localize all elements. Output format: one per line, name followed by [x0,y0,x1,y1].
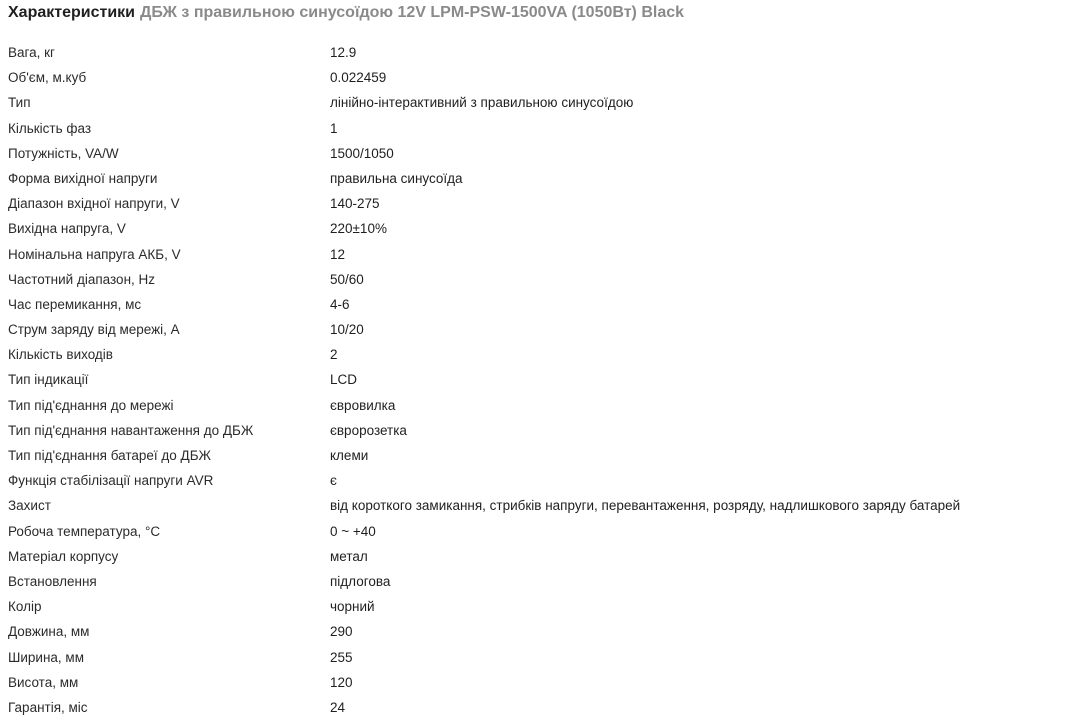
spec-value: є [330,473,337,489]
spec-label: Висота, мм [8,674,79,690]
specs-table [8,40,1077,720]
spec-value: 120 [330,674,353,690]
spec-row [8,166,1077,191]
spec-row [8,40,1077,65]
spec-row [8,292,1077,317]
spec-value: 220±10% [330,221,387,237]
spec-value: метал [330,548,368,564]
spec-value: 50/60 [330,271,364,287]
spec-value: 290 [330,624,353,640]
spec-label: Робоча температура, °С [8,523,161,539]
spec-label: Вага, кг [8,45,55,60]
spec-label: Встановлення [8,573,97,589]
product-name: ДБЖ з правильною синусоїдою 12V LPM-PSW-1500VA (1050Вт) Black [140,4,685,21]
spec-label: Кількість виходів [8,347,113,363]
spec-value: 0.022459 [330,70,387,86]
spec-row [8,141,1077,166]
spec-row [8,90,1077,115]
spec-value: 0 ~ +40 [330,523,376,539]
spec-value: 255 [330,649,353,665]
spec-row [8,317,1077,342]
spec-row [8,418,1077,443]
spec-label: Матеріал корпусу [8,548,119,564]
spec-label: Об'єм, м.куб [8,70,87,86]
spec-label: Захист [8,498,51,514]
spec-row [8,191,1077,216]
spec-value: 4-6 [330,296,350,312]
spec-value: 12 [330,246,346,262]
spec-row [8,443,1077,468]
spec-row [8,342,1077,367]
spec-value: євророзетка [330,422,407,438]
spec-value: 24 [330,699,346,715]
spec-row [8,393,1077,418]
spec-label: Ширина, мм [8,649,84,665]
spec-row [8,619,1077,644]
spec-value: 12.9 [330,45,357,60]
spec-label: Тип [8,95,31,111]
spec-row [8,216,1077,241]
spec-label: Час перемикання, мс [8,296,142,312]
spec-label: Тип під'єднання до мережі [8,397,174,413]
spec-label: Частотний діапазон, Hz [8,271,156,287]
spec-label: Форма вихідної напруги [8,170,158,186]
spec-label: Довжина, мм [8,624,90,640]
spec-label: Струм заряду від мережі, А [8,322,180,338]
spec-row [8,544,1077,569]
spec-row [8,670,1077,695]
spec-value: 1 [330,120,338,136]
spec-label: Колір [8,599,42,615]
spec-label: Функція стабілізації напруги AVR [8,473,214,489]
spec-value: 140-275 [330,196,380,212]
spec-row [8,367,1077,392]
spec-row [8,242,1077,267]
page-title [8,2,684,24]
spec-label: Діапазон вхідної напруги, V [8,196,180,212]
spec-row [8,695,1077,720]
spec-value: 1500/1050 [330,145,394,161]
spec-row [8,493,1077,518]
spec-label: Тип під'єднання батареї до ДБЖ [8,448,212,463]
spec-row [8,519,1077,544]
spec-value: від короткого замикання, стрибків напруги, перевантаження, розряду, надлишкового заряду батарей [330,498,961,514]
spec-label: Тип індикації [8,372,89,388]
spec-label: Потужність, VA/W [8,145,119,161]
spec-value: чорний [330,599,375,615]
spec-value: правильна синусоїда [330,170,463,186]
spec-row [8,594,1077,619]
spec-row [8,65,1077,90]
spec-label: Вихідна напруга, V [8,221,126,237]
spec-row [8,468,1077,493]
spec-row [8,645,1077,670]
spec-value: євровилка [330,397,396,413]
section-title: Характеристики [8,4,136,21]
spec-value: клеми [330,448,369,463]
spec-label: Номінальна напруга АКБ, V [8,246,181,262]
spec-value: лінійно-інтерактивний з правильною синусоїдою [330,95,634,111]
spec-value: підлогова [330,573,391,589]
spec-row [8,569,1077,594]
spec-value: LCD [330,372,358,388]
spec-label: Гарантія, міс [8,699,88,715]
spec-value: 10/20 [330,322,364,338]
spec-label: Тип під'єднання навантаження до ДБЖ [8,422,254,438]
spec-row [8,116,1077,141]
spec-value: 2 [330,347,338,363]
spec-label: Кількість фаз [8,120,92,136]
spec-row [8,267,1077,292]
